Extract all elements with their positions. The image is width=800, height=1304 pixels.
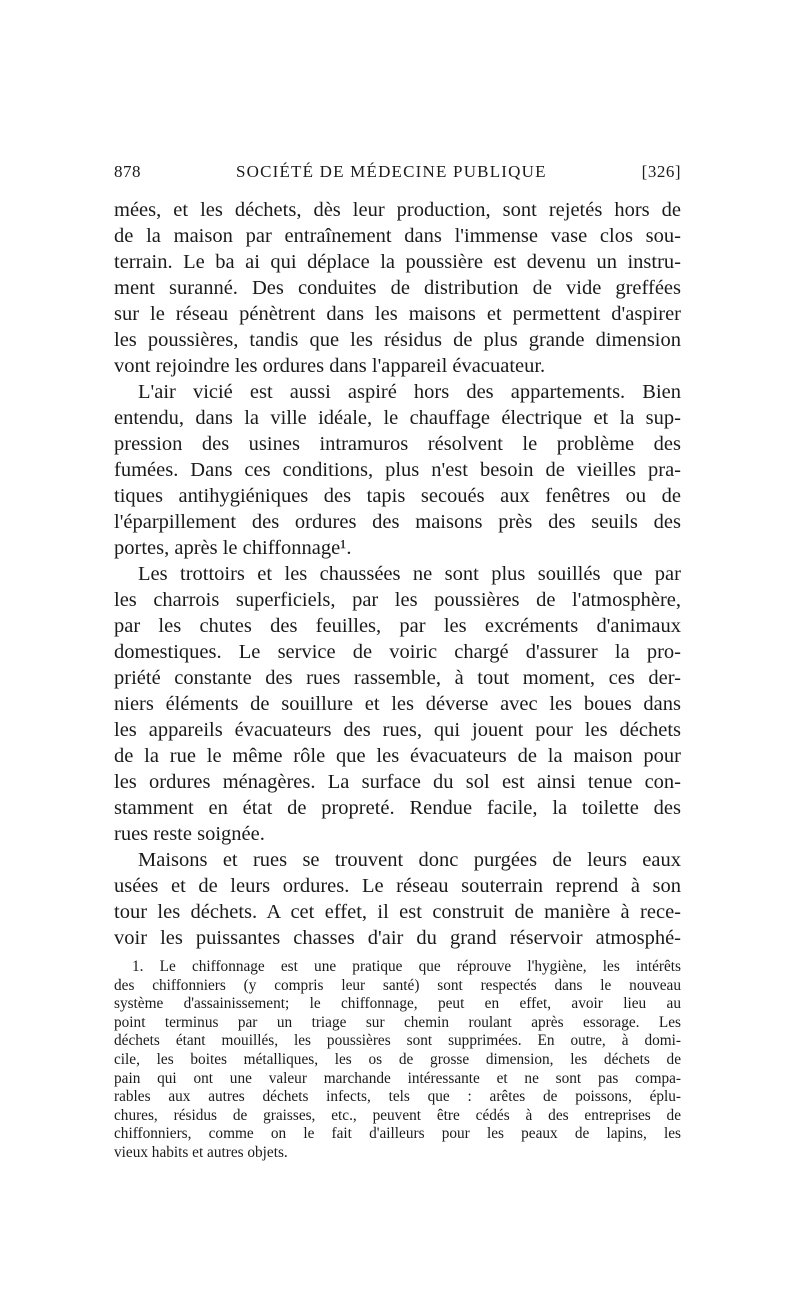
body-line: les appareils évacuateurs des rues, qui jouent pour les déchets (114, 719, 681, 741)
body-line: tiques antihygiéniques des tapis secoués aux fenêtres ou de (114, 485, 681, 507)
section-number: [326] (641, 162, 681, 181)
footnote-line: vieux habits et autres objets. (114, 1143, 288, 1161)
body-line: pression des usines intramuros résolvent le problème des (114, 433, 681, 455)
footnote-line: chiffonniers, comme on le fait d'ailleurs pour les peaux de lapins, les (114, 1125, 681, 1143)
body-line: portes, après le chiffonnage¹. (114, 537, 352, 559)
body-line: L'air vicié est aussi aspiré hors des appartements. Bien (138, 381, 681, 403)
body-line: terrain. Le ba ai qui déplace la poussière est devenu un instru- (114, 251, 681, 273)
body-line: par les chutes des feuilles, par les excréments d'animaux (114, 615, 681, 637)
body-line: les ordures ménagères. La surface du sol est ainsi tenue con- (114, 771, 681, 793)
body-line: les poussières, tandis que les résidus de plus grande dimension (114, 329, 681, 351)
body-line: sur le réseau pénètrent dans les maisons et permettent d'aspirer (114, 303, 681, 325)
body-line: stamment en état de propreté. Rendue facile, la toilette des (114, 797, 681, 819)
running-title: SOCIÉTÉ DE MÉDECINE PUBLIQUE (235, 162, 547, 181)
body-text (114, 197, 681, 951)
body-line: rues reste soignée. (114, 823, 265, 845)
body-line: ment suranné. Des conduites de distribution de vide greffées (114, 277, 681, 299)
footnote-line: pain qui ont une valeur marchande intéressante et ne sont pas compa- (114, 1069, 681, 1087)
footnote-line: déchets étant mouillés, les poussières sont supprimées. En outre, à domi- (114, 1032, 681, 1050)
footnote-line: 1. Le chiffonnage est une pratique que réprouve l'hygiène, les intérêts (132, 958, 681, 975)
body-line: entendu, dans la ville idéale, le chauffage électrique et la sup- (114, 407, 681, 429)
footnote-line: système d'assainissement; le chiffonnage, peut en effet, avoir lieu au (114, 995, 681, 1013)
footnote-line: des chiffonniers (y compris leur santé) sont respectés dans le nouveau (114, 976, 681, 994)
body-line: de la maison par entraînement dans l'immense vase clos sou- (114, 225, 681, 247)
body-line: niers éléments de souillure et les déverse avec les boues dans (114, 693, 681, 715)
footnote-line: chures, résidus de graisses, etc., peuvent être cédés à des entreprises de (114, 1106, 681, 1124)
page-header (114, 162, 681, 182)
body-line: mées, et les déchets, dès leur production, sont rejetés hors de (114, 199, 681, 221)
body-line: l'éparpillement des ordures des maisons près des seuils des (114, 511, 681, 533)
body-line: domestiques. Le service de voiric chargé d'assurer la pro- (114, 641, 681, 663)
body-line: usées et de leurs ordures. Le réseau souterrain reprend à son (114, 875, 681, 897)
body-line: les charrois superficiels, par les poussières de l'atmosphère, (114, 589, 681, 611)
body-line: tour les déchets. A cet effet, il est construit de manière à rece- (114, 901, 681, 923)
footnote (114, 958, 681, 1163)
footnote-line: cile, les boites métalliques, les os de grosse dimension, les déchets de (114, 1050, 681, 1068)
footnote-line: point terminus par un triage sur chemin roulant après essorage. Les (114, 1013, 681, 1031)
body-line: Les trottoirs et les chaussées ne sont plus souillés que par (138, 563, 681, 585)
body-line: vont rejoindre les ordures dans l'appareil évacuateur. (114, 355, 546, 377)
body-line: de la rue le même rôle que les évacuateurs de la maison pour (114, 745, 681, 767)
page-number: 878 (114, 162, 141, 181)
body-line: priété constante des rues rassemble, à tout moment, ces der- (114, 667, 681, 689)
body-line: Maisons et rues se trouvent donc purgées de leurs eaux (138, 849, 681, 871)
body-line: voir les puissantes chasses d'air du grand réservoir atmosphé- (114, 927, 681, 949)
body-line: fumées. Dans ces conditions, plus n'est besoin de vieilles pra- (114, 459, 681, 481)
footnote-line: rables aux autres déchets infects, tels que : arêtes de poissons, éplu- (114, 1088, 681, 1106)
